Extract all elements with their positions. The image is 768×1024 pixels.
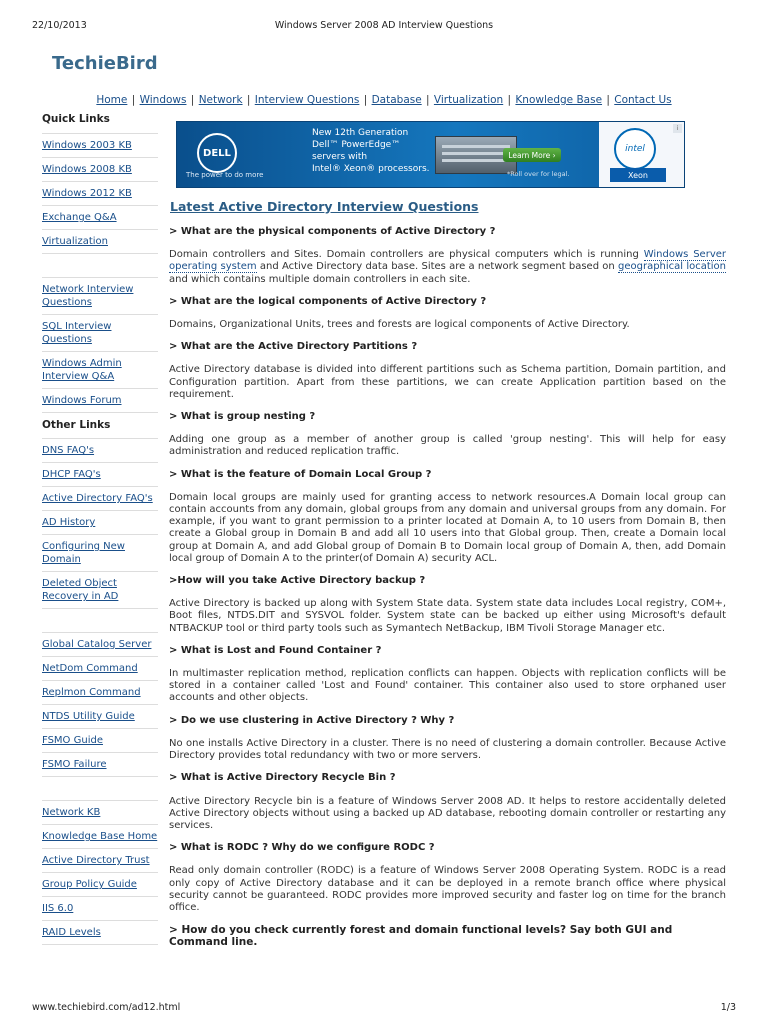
question: > What is Active Directory Recycle Bin ? <box>169 772 396 784</box>
sidebar-item <box>42 278 158 315</box>
nav-knowledge-base[interactable]: Knowledge Base <box>515 94 603 106</box>
nav-separator: | <box>504 94 515 106</box>
sidebar-item <box>42 572 158 609</box>
promo-line: New 12th Generation <box>312 128 409 138</box>
answer: Active Directory Recycle bin is a feature of Windows Server 2008 AD. It helps to restore accidentally deleted Active Directory objects without using a backed up AD database, rebooting domain controller or restarting any services. <box>169 795 726 831</box>
sidebar-link-virtualization[interactable]: Virtualization <box>42 236 108 247</box>
sidebar-link-replmon[interactable]: Replmon Command <box>42 687 141 698</box>
sidebar-item <box>42 230 158 254</box>
sidebar-link-raid-levels[interactable]: RAID Levels <box>42 927 101 938</box>
sidebar-item <box>42 633 158 657</box>
sidebar <box>42 113 158 945</box>
banner-tagline: The power to do more <box>186 171 264 179</box>
nav-home[interactable]: Home <box>96 94 128 106</box>
sidebar-item <box>42 921 158 945</box>
nav-separator: | <box>360 94 371 106</box>
question: > What are the physical components of Active Directory ? <box>169 226 496 237</box>
question: > What are the logical components of Active Directory ? <box>169 295 487 307</box>
nav-separator: | <box>128 94 139 106</box>
question: >How will you take Active Directory backup ? <box>169 575 426 587</box>
sidebar-link-dhcp-faqs[interactable]: DHCP FAQ's <box>42 469 101 480</box>
sidebar-item <box>42 134 158 158</box>
question: > How do you check currently forest and domain functional levels? Say both GUI and Command line. <box>169 924 673 949</box>
sidebar-item <box>42 825 158 849</box>
nav-separator: | <box>603 94 614 106</box>
intel-logo: intel <box>614 128 656 170</box>
sidebar-item <box>42 535 158 572</box>
question: > What is group nesting ? <box>169 411 316 423</box>
sidebar-item <box>42 729 158 753</box>
nav-separator: | <box>243 94 254 106</box>
sidebar-link-global-catalog[interactable]: Global Catalog Server <box>42 639 152 650</box>
page-url: www.techiebird.com/ad12.html <box>32 1002 181 1013</box>
sidebar-link-iis6[interactable]: IIS 6.0 <box>42 903 74 914</box>
sidebar-spacer <box>42 254 158 278</box>
nav-separator: | <box>187 94 198 106</box>
main-content <box>169 199 726 960</box>
sidebar-link-windows-2012-kb[interactable]: Windows 2012 KB <box>42 188 132 199</box>
sidebar-link-knowledge-base-home[interactable]: Knowledge Base Home <box>42 831 158 842</box>
quick-links-heading: Quick Links <box>42 113 158 134</box>
ad-info-icon[interactable]: i <box>673 124 682 133</box>
sidebar-item <box>42 681 158 705</box>
answer: Read only domain controller (RODC) is a feature of Windows Server 2008 Operating System. RODC is a read only copy of Active Directory database and it can be deployed in a remote branch office where physical security cannot be guaranteed. RODC provides more improved security and faster log on time for the branch office. <box>169 865 726 913</box>
sidebar-item <box>42 389 158 413</box>
sidebar-spacer <box>42 609 158 633</box>
answer-text: and Active Directory data base. Sites are a network segment based on <box>256 261 618 273</box>
promo-line: Intel® Xeon® processors. <box>312 164 430 174</box>
sidebar-item <box>42 657 158 681</box>
sidebar-link-fsmo-guide[interactable]: FSMO Guide <box>42 735 103 746</box>
sidebar-link-dns-faqs[interactable]: DNS FAQ's <box>42 445 95 456</box>
sidebar-item <box>42 873 158 897</box>
sidebar-link-configuring-new-domain[interactable]: Configuring New Domain <box>42 541 125 565</box>
sidebar-link-group-policy[interactable]: Group Policy Guide <box>42 879 137 890</box>
sidebar-item <box>42 511 158 535</box>
promo-line: Dell™ PowerEdge™ <box>312 140 401 150</box>
question: > What are the Active Directory Partitions ? <box>169 341 418 353</box>
intel-panel <box>599 122 684 187</box>
sidebar-link-network-kb[interactable]: Network KB <box>42 807 101 818</box>
link-windows-server-os[interactable]: Windows Server operating system <box>169 249 726 273</box>
print-date: 22/10/2013 <box>32 20 87 31</box>
sidebar-item <box>42 352 158 389</box>
sidebar-link-windows-2008-kb[interactable]: Windows 2008 KB <box>42 164 132 175</box>
answer: In multimaster replication method, replication conflicts can happen. Objects with replication conflicts will be stored in a container called 'Lost and Found' container. This container also used to store orphaned user accounts and other objects. <box>169 668 726 704</box>
print-doc-title: Windows Server 2008 AD Interview Questions <box>274 20 494 31</box>
learn-more-button[interactable]: Learn More › <box>503 148 561 162</box>
sidebar-item <box>42 801 158 825</box>
sidebar-item <box>42 206 158 230</box>
sidebar-spacer <box>42 777 158 801</box>
answer: Domain local groups are mainly used for granting access to network resources.A Domain local group can contain accounts from any domain, global groups from any domain and universal groups from any domain. For example, if you want to grant permission to a printer located at Domain A, to 10 users from Domain B, then create a Global group in Domain B and add all 10 users into that Global group. Then, create a Domain local group at Domain A, and add Global group of Domain B to Domain local group of Domain A, then, add Domain local group of Domain A to the printer(of Domain A) security ACL. <box>169 491 726 564</box>
answer: No one installs Active Directory in a cluster. There is no need of clustering a domain controller. Because Active Directory provides total redundancy with two or more servers. <box>169 737 726 762</box>
nav-database[interactable]: Database <box>371 94 422 106</box>
sidebar-item <box>42 158 158 182</box>
nav-separator: | <box>422 94 433 106</box>
sidebar-link-network-interview[interactable]: Network Interview Questions <box>42 284 134 308</box>
answer-text: Domain controllers and Sites. Domain controllers are physical computers which is running <box>169 249 644 261</box>
sidebar-link-ad-history[interactable]: AD History <box>42 517 96 528</box>
dell-logo: DELL <box>197 133 237 173</box>
question: > What is RODC ? Why do we configure RODC ? <box>169 842 435 854</box>
sidebar-item <box>42 705 158 729</box>
sidebar-link-ntds-utility[interactable]: NTDS Utility Guide <box>42 711 135 722</box>
sidebar-item <box>42 315 158 352</box>
sidebar-item <box>42 463 158 487</box>
banner-legal-note: *Roll over for legal. <box>507 170 570 178</box>
sidebar-link-windows-2003-kb[interactable]: Windows 2003 KB <box>42 140 132 151</box>
page-heading[interactable]: Latest Active Directory Interview Questions <box>170 199 479 214</box>
sidebar-link-fsmo-failure[interactable]: FSMO Failure <box>42 759 107 770</box>
answer-text: and which contains multiple domain controllers in each site. <box>169 273 471 285</box>
sidebar-item <box>42 439 158 463</box>
question: > Do we use clustering in Active Directory ? Why ? <box>169 714 455 726</box>
answer: Active Directory is backed up along with System State data. System state data includes Local registry, COM+, Boot files, NTDS.DIT and SYSVOL folder. System state can be backed up either using Microsoft's default NTBACKUP tool or third party tools such as Symantech NetBackup, IBM Tivoli Storage Manager etc. <box>169 598 726 634</box>
sidebar-link-ad-trust[interactable]: Active Directory Trust <box>42 855 150 866</box>
nav-virtualization[interactable]: Virtualization <box>433 94 504 106</box>
link-geographical-location[interactable]: geographical location <box>618 261 726 273</box>
sidebar-link-deleted-object-recovery[interactable]: Deleted Object Recovery in AD <box>42 578 119 602</box>
sidebar-link-sql-interview[interactable]: SQL Interview Questions <box>42 321 112 345</box>
nav-contact-us[interactable]: Contact Us <box>614 94 672 106</box>
site-title[interactable]: TechieBird <box>52 53 158 74</box>
question: > What is the feature of Domain Local Group ? <box>169 468 432 480</box>
nav-interview-questions[interactable]: Interview Questions <box>254 94 360 106</box>
advertisement-banner[interactable] <box>176 121 685 188</box>
nav-windows[interactable]: Windows <box>139 94 187 106</box>
answer <box>169 249 726 286</box>
sidebar-link-windows-forum[interactable]: Windows Forum <box>42 395 122 406</box>
sidebar-link-netdom[interactable]: NetDom Command <box>42 663 138 674</box>
banner-promo-text <box>312 127 432 175</box>
answer: Adding one group as a member of another group is called 'group nesting'. This will help for easy administration and reduced replication traffic. <box>169 434 726 458</box>
sidebar-item <box>42 753 158 777</box>
sidebar-link-ad-faqs[interactable]: Active Directory FAQ's <box>42 493 153 504</box>
print-header <box>32 20 736 34</box>
sidebar-item <box>42 182 158 206</box>
print-footer <box>32 1002 736 1016</box>
other-links-heading: Other Links <box>42 413 158 439</box>
nav-network[interactable]: Network <box>198 94 243 106</box>
promo-line: servers with <box>312 152 368 162</box>
top-navigation <box>0 94 768 106</box>
xeon-badge: Xeon <box>610 168 666 182</box>
sidebar-item <box>42 487 158 511</box>
sidebar-link-windows-admin-interview[interactable]: Windows Admin Interview Q&A <box>42 358 122 382</box>
sidebar-item <box>42 849 158 873</box>
answer: Active Directory database is divided into different partitions such as Schema partition, Domain partition, and Configuration partition. Apart from these partitions, we can create Application partition based on the requirement. <box>169 364 726 400</box>
sidebar-link-exchange-qa[interactable]: Exchange Q&A <box>42 212 117 223</box>
question: > What is Lost and Found Container ? <box>169 644 382 656</box>
page-number: 1/3 <box>720 1002 736 1013</box>
sidebar-item <box>42 897 158 921</box>
answer: Domains, Organizational Units, trees and forests are logical components of Active Directory. <box>169 319 630 331</box>
